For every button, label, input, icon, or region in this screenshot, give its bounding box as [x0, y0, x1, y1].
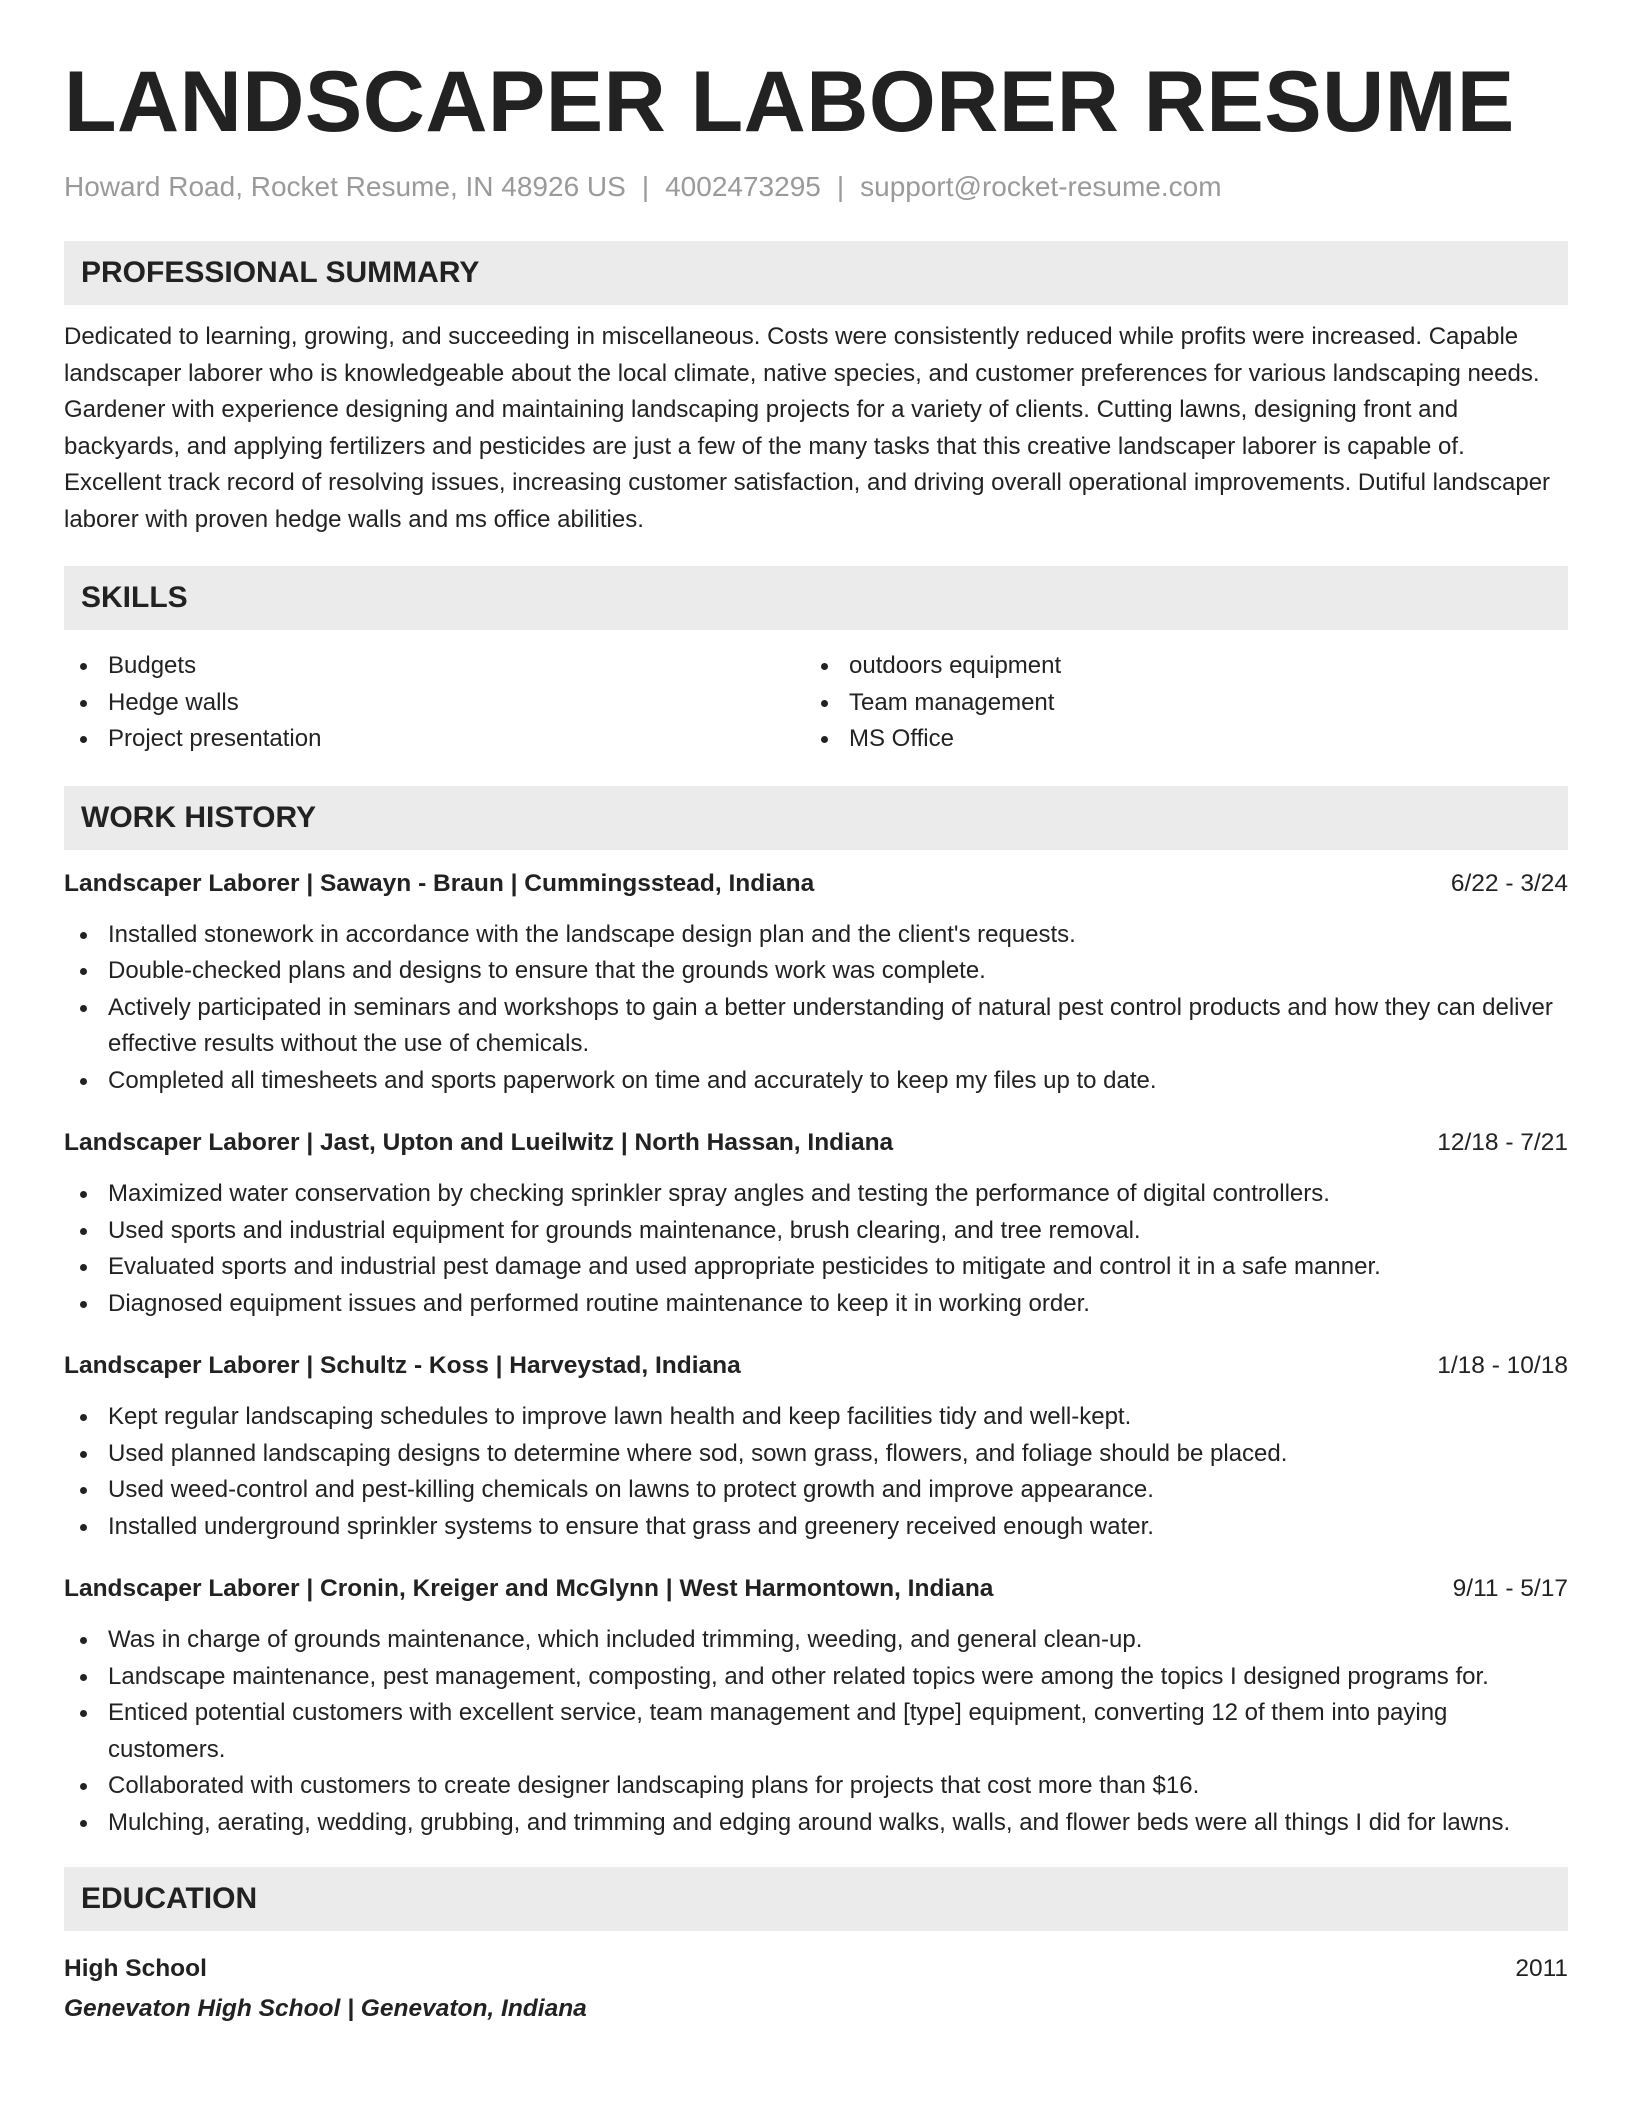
skill-item: MS Office — [805, 721, 1546, 758]
job-entry — [64, 1125, 1568, 1322]
job-header — [64, 1348, 1568, 1384]
contact-address: Howard Road, Rocket Resume, IN 48926 US — [64, 171, 626, 202]
skill-item: Team management — [805, 685, 1546, 722]
skills-column-left — [64, 648, 805, 758]
skills-list — [64, 648, 1568, 758]
job-title: Landscaper Laborer | Cronin, Kreiger and McGlynn | West Harmontown, Indiana — [64, 1575, 994, 1602]
job-bullet: Installed underground sprinkler systems to ensure that grass and greenery received enough water. — [64, 1509, 1568, 1546]
job-title: Landscaper Laborer | Sawayn - Braun | Cummingsstead, Indiana — [64, 869, 815, 897]
job-bullet: Used weed-control and pest-killing chemicals on lawns to protect growth and improve appearance. — [64, 1472, 1568, 1509]
job-bullet: Was in charge of grounds maintenance, which included trimming, weeding, and general clean-up. — [64, 1622, 1568, 1659]
job-bullets — [64, 1622, 1568, 1841]
job-bullet: Used sports and industrial equipment for grounds maintenance, brush clearing, and tree removal. — [64, 1213, 1568, 1250]
job-dates: 6/22 - 3/24 — [1450, 869, 1568, 897]
job-dates: 12/18 - 7/21 — [1437, 1129, 1568, 1156]
job-dates: 9/11 - 5/17 — [1452, 1575, 1568, 1602]
job-bullet: Used planned landscaping designs to determine where sod, sown grass, flowers, and foliage should be placed. — [64, 1436, 1568, 1473]
job-dates: 1/18 - 10/18 — [1437, 1352, 1568, 1379]
contact-line — [64, 170, 1568, 204]
job-bullet: Maximized water conservation by checking sprinkler spray angles and testing the performance of digital controllers. — [64, 1176, 1568, 1213]
job-header — [64, 1125, 1568, 1161]
summary-text: Dedicated to learning, growing, and succeeding in miscellaneous. Costs were consistently reduced while profits were increased. Capable landscaper laborer who is knowledgeable about the local climate, native species, and customer preferences for various landscaping needs. Gardener with experience designing and maintaining landscaping projects for a variety of clients. Cutting lawns, designing front and backyards, and applying fertilizers and pesticides are just a few of the many tasks that this creative landscaper laborer is capable of. Excellent track record of resolving issues, increasing customer satisfaction, and driving overall operational improvements. Dutiful landscaper laborer with proven hedge walls and ms office abilities. — [64, 323, 1551, 533]
job-bullet: Collaborated with customers to create designer landscaping plans for projects that cost more than $16. — [64, 1768, 1568, 1805]
job-bullet: Enticed potential customers with excellent service, team management and [type] equipment, converting 12 of them into paying customers. — [64, 1695, 1568, 1768]
job-title: Landscaper Laborer | Jast, Upton and Lueilwitz | North Hassan, Indiana — [64, 1129, 894, 1156]
contact-separator: | — [641, 171, 650, 202]
job-bullet: Mulching, aerating, wedding, grubbing, and trimming and edging around walks, walls, and flower beds were all things I did for lawns. — [64, 1805, 1568, 1842]
job-bullets — [64, 1176, 1568, 1322]
skill-item: Hedge walls — [64, 685, 805, 722]
skill-item: Project presentation — [64, 721, 805, 758]
job-bullet: Kept regular landscaping schedules to improve lawn health and keep facilities tidy and well-kept. — [64, 1399, 1568, 1436]
contact-email: support@rocket-resume.com — [860, 171, 1222, 202]
job-bullet: Installed stonework in accordance with the landscape design plan and the client's requests. — [64, 917, 1568, 954]
education-heading: EDUCATION — [64, 1867, 1568, 1931]
job-bullet: Actively participated in seminars and workshops to gain a better understanding of natural pest control products and how they can deliver effective results without the use of chemicals. — [64, 990, 1568, 1063]
job-title: Landscaper Laborer | Schultz - Koss | Harveystad, Indiana — [64, 1352, 741, 1379]
job-bullet: Double-checked plans and designs to ensure that the grounds work was complete. — [64, 953, 1568, 990]
job-header — [64, 1571, 1568, 1607]
skills-heading: SKILLS — [64, 566, 1568, 630]
education-row — [64, 1949, 1568, 1989]
work-history-heading: WORK HISTORY — [64, 786, 1568, 850]
job-bullet: Landscape maintenance, pest management, composting, and other related topics were among the topics I designed programs for. — [64, 1659, 1568, 1696]
job-entry — [64, 866, 1568, 1100]
job-entry — [64, 1571, 1568, 1841]
education-entry — [64, 1949, 1568, 2029]
education-degree: High School — [64, 1955, 207, 1982]
contact-phone: 4002473295 — [665, 171, 821, 202]
job-header — [64, 866, 1568, 902]
education-year: 2011 — [1515, 1955, 1568, 1982]
skill-item: outdoors equipment — [805, 648, 1546, 685]
job-bullets — [64, 917, 1568, 1100]
contact-separator: | — [836, 171, 845, 202]
education-school: Genevaton High School | Genevaton, Indiana — [64, 1995, 587, 2022]
job-entry — [64, 1348, 1568, 1545]
job-bullet: Completed all timesheets and sports paperwork on time and accurately to keep my files up to date. — [64, 1063, 1568, 1100]
skill-item: Budgets — [64, 648, 805, 685]
job-bullets — [64, 1399, 1568, 1545]
summary-heading: PROFESSIONAL SUMMARY — [64, 241, 1568, 305]
job-bullet: Diagnosed equipment issues and performed routine maintenance to keep it in working order. — [64, 1286, 1568, 1323]
resume-title: LANDSCAPER LABORER RESUME — [64, 54, 1515, 150]
skills-column-right — [805, 648, 1546, 758]
job-bullet: Evaluated sports and industrial pest damage and used appropriate pesticides to mitigate and control it in a safe manner. — [64, 1249, 1568, 1286]
